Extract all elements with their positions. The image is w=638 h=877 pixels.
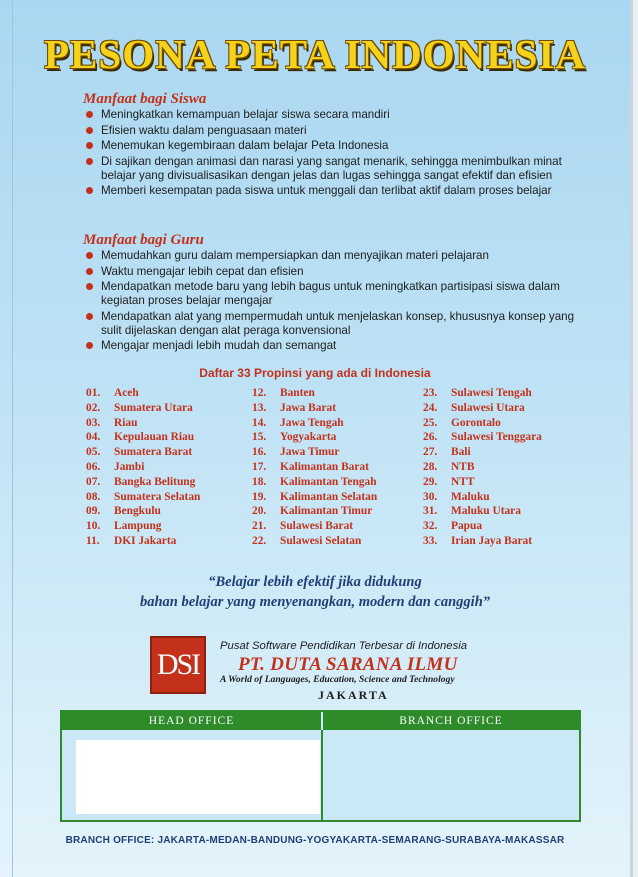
quote-line-1: “Belajar lebih efektif jika didukung: [208, 574, 422, 590]
province-number: 26.: [423, 431, 438, 444]
province-item: [423, 519, 542, 534]
province-number: 22.: [252, 534, 267, 547]
list-item: Waktu mengajar lebih cepat dan efisien: [86, 265, 581, 279]
page-fold-line: [12, 0, 13, 877]
siswa-heading: Manfaat bagi Siswa: [83, 91, 207, 107]
province-item: [86, 386, 200, 401]
branch-office-header: BRANCH OFFICE: [323, 712, 579, 730]
province-name: Riau: [114, 416, 138, 429]
province-column-1: [86, 386, 200, 549]
province-item: [423, 460, 542, 475]
province-name: Sulawesi Barat: [280, 520, 354, 533]
province-name: Kepulauan Riau: [114, 431, 195, 444]
province-number: 16.: [252, 446, 267, 459]
province-item: [423, 490, 542, 505]
province-number: 14.: [252, 416, 267, 429]
province-number: 08.: [86, 490, 101, 503]
province-list-heading: Daftar 33 Propinsi yang ada di Indonesia: [199, 366, 431, 380]
province-number: 05.: [86, 446, 101, 459]
province-number: 24.: [423, 401, 438, 414]
province-number: 13.: [252, 401, 267, 414]
branch-office-line: BRANCH OFFICE: JAKARTA-MEDAN-BANDUNG-YOGYAKARTA-SEMARANG-SURABAYA-MAKASSAR: [65, 835, 565, 846]
province-number: 27.: [423, 446, 438, 459]
office-divider: [321, 730, 323, 822]
province-number: 03.: [86, 416, 101, 429]
company-city: JAKARTA: [318, 688, 389, 702]
province-name: Irian Jaya Barat: [451, 534, 532, 547]
province-item: [423, 534, 542, 549]
province-item: [252, 534, 377, 549]
province-name: Bangka Belitung: [114, 475, 196, 488]
province-name: Bali: [451, 446, 471, 459]
province-name: Kalimantan Tengah: [280, 475, 377, 488]
province-item: [423, 430, 542, 445]
province-number: 21.: [252, 520, 267, 533]
list-item: Menemukan kegembiraan dalam belajar Peta Indonesia: [86, 139, 581, 153]
province-number: 02.: [86, 401, 101, 414]
list-item: Meningkatkan kemampuan belajar siswa secara mandiri: [86, 108, 581, 122]
province-item: [423, 504, 542, 519]
province-name: Kalimantan Timur: [280, 505, 373, 518]
siswa-benefits-list: [86, 108, 581, 200]
company-name: PT. DUTA SARANA ILMU: [238, 654, 458, 675]
province-number: 28.: [423, 460, 438, 473]
province-name: Sumatera Utara: [114, 401, 193, 414]
province-name: Yogyakarta: [280, 431, 337, 444]
list-item: Di sajikan dengan animasi dan narasi yang sangat menarik, sehingga menimbulkan minat belajar yang divisualisasikan dengan jelas dan lugas sehingga sangat efektif dan efisien: [86, 155, 581, 183]
province-item: [86, 445, 200, 460]
province-item: [86, 416, 200, 431]
province-name: Jawa Barat: [280, 401, 336, 414]
province-item: [423, 401, 542, 416]
province-item: [252, 386, 377, 401]
province-number: 10.: [86, 520, 101, 533]
province-item: [86, 475, 200, 490]
list-item: Efisien waktu dalam penguasaan materi: [86, 124, 581, 138]
page-title: PESONA PETA INDONESIA: [44, 31, 586, 77]
province-item: [252, 504, 377, 519]
province-name: Maluku: [451, 490, 490, 503]
province-name: Sulawesi Selatan: [280, 534, 362, 547]
province-item: [252, 416, 377, 431]
province-item: [252, 460, 377, 475]
list-item: Memberi kesempatan pada siswa untuk menggali dan terlibat aktif dalam proses belajar: [86, 184, 581, 198]
list-item: Mendapatkan alat yang mempermudah untuk menjelaskan konsep, khususnya konsep yang sulit dijelaskan dengan alat peraga konvensional: [86, 310, 581, 338]
province-number: 09.: [86, 505, 101, 518]
guru-heading: Manfaat bagi Guru: [83, 232, 204, 248]
province-item: [252, 519, 377, 534]
province-item: [423, 416, 542, 431]
province-name: Gorontalo: [451, 416, 501, 429]
province-item: [86, 460, 200, 475]
province-name: DKI Jakarta: [114, 534, 177, 547]
province-name: NTB: [451, 460, 475, 473]
province-number: 15.: [252, 431, 267, 444]
list-item: Mendapatkan metode baru yang lebih bagus untuk meningkatkan partisipasi siswa dalam kegiatan proses belajar mengajar: [86, 280, 581, 308]
guru-benefits-list: [86, 249, 581, 355]
province-name: Lampung: [114, 520, 162, 533]
province-column-3: [423, 386, 542, 549]
province-item: [86, 534, 200, 549]
province-item: [423, 475, 542, 490]
province-number: 31.: [423, 505, 438, 518]
province-number: 12.: [252, 387, 267, 399]
province-number: 01.: [86, 387, 101, 399]
province-number: 30.: [423, 490, 438, 503]
province-name: Kalimantan Selatan: [280, 490, 378, 503]
province-name: Sulawesi Utara: [451, 401, 525, 414]
province-item: [423, 386, 542, 401]
province-item: [252, 401, 377, 416]
province-name: Papua: [451, 520, 483, 533]
province-name: Banten: [280, 387, 315, 399]
province-name: Jawa Tengah: [280, 416, 344, 429]
province-name: Kalimantan Barat: [280, 460, 369, 473]
province-number: 29.: [423, 475, 438, 488]
province-name: Sulawesi Tenggara: [451, 431, 542, 444]
province-number: 32.: [423, 520, 438, 533]
province-item: [86, 490, 200, 505]
company-tagline: Pusat Software Pendidikan Terbesar di Indonesia: [220, 640, 468, 652]
head-office-header: HEAD OFFICE: [62, 712, 321, 730]
province-number: 07.: [86, 475, 101, 488]
province-number: 18.: [252, 475, 267, 488]
quote-line-2: bahan belajar yang menyenangkan, modern dan canggih”: [139, 594, 491, 610]
province-name: Maluku Utara: [451, 505, 521, 518]
province-number: 17.: [252, 460, 267, 473]
province-number: 19.: [252, 490, 267, 503]
province-item: [86, 504, 200, 519]
province-number: 20.: [252, 505, 267, 518]
province-name: Sulawesi Tengah: [451, 387, 532, 399]
province-number: 33.: [423, 534, 438, 547]
province-number: 04.: [86, 431, 101, 444]
office-box: [60, 710, 581, 822]
province-item: [252, 490, 377, 505]
list-item: Mengajar menjadi lebih mudah dan semangat: [86, 339, 581, 353]
province-name: Aceh: [114, 387, 139, 399]
company-slogan: A World of Languages, Education, Science and Technology: [220, 674, 455, 685]
company-logo: [150, 636, 206, 694]
province-number: 06.: [86, 460, 101, 473]
province-name: Jawa Timur: [280, 446, 340, 459]
province-item: [252, 445, 377, 460]
province-name: Sumatera Selatan: [114, 490, 201, 503]
province-item: [252, 430, 377, 445]
province-name: Jambi: [114, 460, 145, 473]
province-number: 25.: [423, 416, 438, 429]
province-item: [252, 475, 377, 490]
list-item: Memudahkan guru dalam mempersiapkan dan menyajikan materi pelajaran: [86, 249, 581, 263]
province-name: NTT: [451, 475, 475, 488]
province-number: 11.: [86, 534, 100, 547]
head-office-stamp-area: [76, 740, 320, 814]
province-item: [86, 401, 200, 416]
province-item: [86, 430, 200, 445]
province-number: 23.: [423, 387, 438, 399]
province-item: [86, 519, 200, 534]
logo-text: DSI: [156, 648, 200, 681]
province-name: Bengkulu: [114, 505, 161, 518]
province-item: [423, 445, 542, 460]
province-name: Sumatera Barat: [114, 446, 193, 459]
province-column-2: [252, 386, 377, 549]
